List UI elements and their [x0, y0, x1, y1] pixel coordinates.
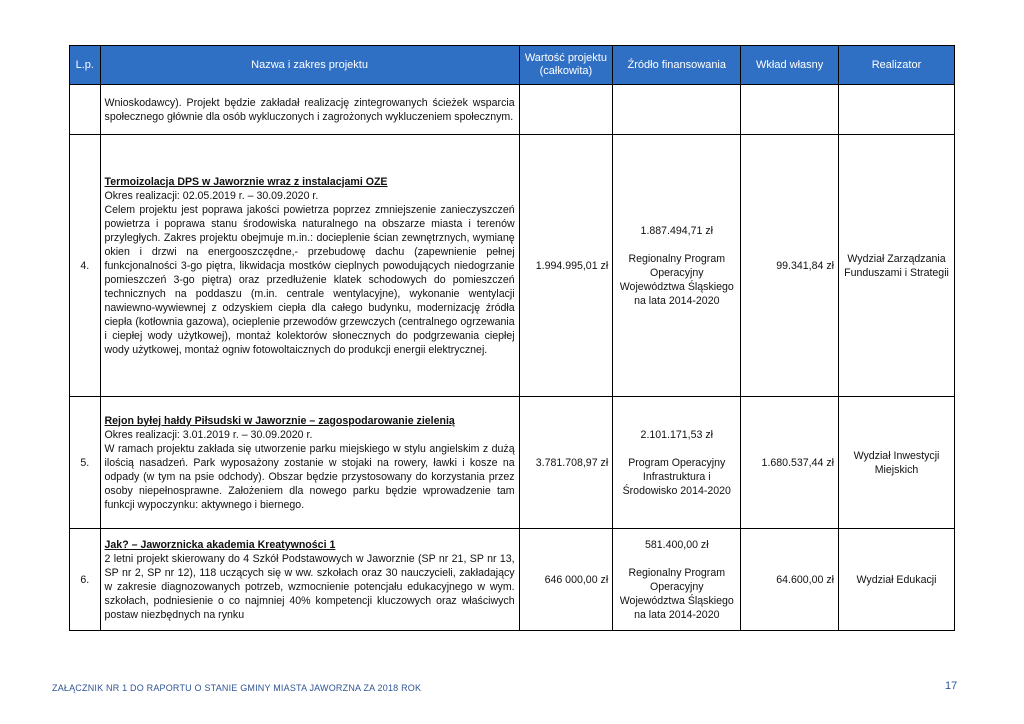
document-footer: ZAŁĄCZNIK NR 1 DO RAPORTU O STANIE GMINY MIASTA JAWORZNA ZA 2018 ROK [52, 683, 422, 693]
project-description: W ramach projektu zakłada się utworzenie parku miejskiego w stylu angielskim z dużą ilością nasadzeń. Park wyposażony zostanie w stojaki na rowery, ławki i kosze na odpady (w tym na psie odchody). Obszar będzie przystosowany do korzystania przez osoby niepełnosprawne. Założeniem dla nowego parku będzie wprowadzenie tam funkcji wypoczynku: aktywnego i biernego. [104, 442, 515, 511]
cell-project [100, 397, 519, 529]
cell-description: Wnioskodawcy). Projekt będzie zakładał realizację zintegrowanych ścieżek wsparcia społecznego głównie dla osób wykluczonych i zagrożonych wykluczeniem społecznym. [100, 85, 519, 135]
cell-project [100, 135, 519, 397]
table-header-row [70, 46, 955, 85]
cell-lp: 4. [70, 135, 101, 397]
cell-own: 64.600,00 zł [741, 529, 839, 631]
cell-lp: 6. [70, 529, 101, 631]
cell-source [613, 85, 741, 135]
header-realizer: Realizator [839, 46, 955, 85]
table-row [70, 529, 955, 631]
project-description: 2 letni projekt skierowany do 4 Szkół Podstawowych w Jaworznie (SP nr 21, SP nr 13, SP nr 2, SP nr 12), 118 uczących się w ww. szkołach oraz 30 nauczycieli, zakładający w zakresie diagnozowanych potrzeb, wzmocnienie potencjału edukacyjnego w wym. szkołach, podniesienie o co najmniej 40% kompetencji kluczowych oraz właściwych postaw niezbędnych na rynku [104, 552, 515, 621]
cell-realizer [839, 85, 955, 135]
cell-lp: 5. [70, 397, 101, 529]
header-own-contribution: Wkład własny [741, 46, 839, 85]
cell-realizer: Wydział Edukacji [839, 529, 955, 631]
source-name: Program Operacyjny Infrastruktura i Środowisko 2014-2020 [622, 456, 731, 497]
cell-own: 1.680.537,44 zł [741, 397, 839, 529]
source-name: Regionalny Program Operacyjny Województwa Śląskiego na lata 2014-2020 [619, 566, 734, 621]
source-name: Regionalny Program Operacyjny Województwa Śląskiego na lata 2014-2020 [619, 252, 734, 307]
cell-source [613, 397, 741, 529]
cell-source [613, 135, 741, 397]
page-number: 17 [945, 680, 958, 692]
cell-realizer: Wydział Zarządzania Funduszami i Strategii [839, 135, 955, 397]
table-row [70, 135, 955, 397]
project-title: Rejon byłej hałdy Piłsudski w Jaworznie – zagospodarowanie zielenią [104, 414, 455, 427]
cell-value: 3.781.708,97 zł [519, 397, 613, 529]
cell-value: 1.994.995,01 zł [519, 135, 613, 397]
source-amount: 2.101.171,53 zł [640, 428, 713, 441]
project-period: Okres realizacji: 02.05.2019 r. – 30.09.2020 r. [104, 189, 319, 202]
table-row-continuation [70, 85, 955, 135]
header-name: Nazwa i zakres projektu [100, 46, 519, 85]
cell-realizer: Wydział Inwestycji Miejskich [839, 397, 955, 529]
cell-project [100, 529, 519, 631]
cell-value: 646 000,00 zł [519, 529, 613, 631]
header-value: Wartość projektu (całkowita) [519, 46, 613, 85]
header-source: Źródło finansowania [613, 46, 741, 85]
cell-source [613, 529, 741, 631]
projects-table [69, 45, 955, 631]
table-row [70, 397, 955, 529]
header-lp: L.p. [70, 46, 101, 85]
cell-own [741, 85, 839, 135]
project-title: Termoizolacja DPS w Jaworznie wraz z instalacjami OZE [104, 175, 388, 188]
project-description: Celem projektu jest poprawa jakości powietrza poprzez zmniejszenie zanieczyszczeń powietrza i poprawa stanu środowiska naturalnego na obszarze miasta i terenów przyległych. Zakres projektu obejmuje m.in.: docieplenie ścian zewnętrznych, wymianę okien i drzwi na energooszczędne,- przebudowę dachu (zapewnienie pełnej funkcjonalności 3-go piętra, likwidacja mostków cieplnych powodujących niedogrzanie pomieszczeń 3-go piętra) oraz przedłużenie klatek schodowych do pomieszczeń technicznych na poddaszu (m.in. centrale wentylacyjne), wykonanie wentylacji nawiewno-wywiewnej z odzyskiem ciepła dla całego budynku, modernizację źródła ciepła (kotłownia gazowa), ocieplenie przewodów grzewczych (centralnego ogrzewania i ciepłej wody użytkowej), montaż kolektorów słonecznych do podgrzewania ciepłej wody użytkowej, montaż ogniw fotowoltaicznych do produkcji energii elektrycznej. [104, 203, 515, 356]
source-amount: 581.400,00 zł [644, 538, 709, 551]
source-amount: 1.887.494,71 zł [640, 224, 713, 237]
cell-own: 99.341,84 zł [741, 135, 839, 397]
cell-value [519, 85, 613, 135]
project-title: Jak? – Jaworznicka akademia Kreatywności 1 [104, 538, 336, 551]
cell-lp [70, 85, 101, 135]
project-period: Okres realizacji: 3.01.2019 r. – 30.09.2020 r. [104, 428, 313, 441]
